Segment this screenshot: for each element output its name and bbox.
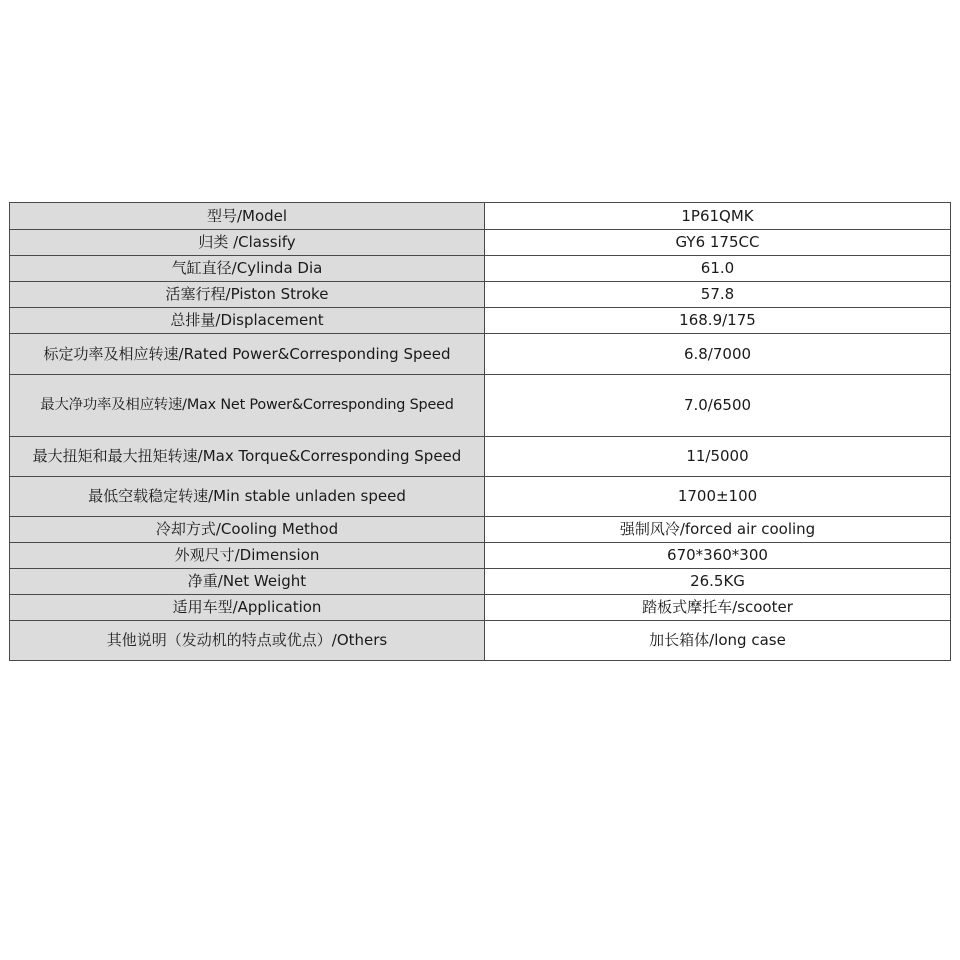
table-row — [10, 543, 951, 569]
row-label: 其他说明（发动机的特点或优点）/Others — [10, 621, 485, 661]
table-row — [10, 282, 951, 308]
table-row — [10, 569, 951, 595]
table-row — [10, 375, 951, 437]
row-label: 型号/Model — [10, 203, 485, 230]
row-value: 强制风冷/forced air cooling — [485, 517, 951, 543]
row-label: 最大净功率及相应转速/Max Net Power&Corresponding Speed — [10, 375, 485, 437]
row-value: 1P61QMK — [485, 203, 951, 230]
row-value: 11/5000 — [485, 437, 951, 477]
row-label: 气缸直径/Cylinda Dia — [10, 256, 485, 282]
row-value: 670*360*300 — [485, 543, 951, 569]
row-value: 6.8/7000 — [485, 334, 951, 375]
row-value: 7.0/6500 — [485, 375, 951, 437]
row-label: 总排量/Displacement — [10, 308, 485, 334]
row-label: 最大扭矩和最大扭矩转速/Max Torque&Corresponding Speed — [10, 437, 485, 477]
row-value: 61.0 — [485, 256, 951, 282]
row-value: 168.9/175 — [485, 308, 951, 334]
row-label: 适用车型/Application — [10, 595, 485, 621]
row-label: 净重/Net Weight — [10, 569, 485, 595]
row-value: 加长箱体/long case — [485, 621, 951, 661]
table-row — [10, 308, 951, 334]
row-value: 踏板式摩托车/scooter — [485, 595, 951, 621]
row-label: 冷却方式/Cooling Method — [10, 517, 485, 543]
table-row — [10, 256, 951, 282]
engine-spec-table — [9, 202, 951, 661]
table-row — [10, 595, 951, 621]
table-row — [10, 230, 951, 256]
row-label: 归类 /Classify — [10, 230, 485, 256]
row-value: 26.5KG — [485, 569, 951, 595]
row-label: 活塞行程/Piston Stroke — [10, 282, 485, 308]
table-row — [10, 334, 951, 375]
table-row — [10, 203, 951, 230]
table-row — [10, 621, 951, 661]
table-row — [10, 517, 951, 543]
row-label: 外观尺寸/Dimension — [10, 543, 485, 569]
row-label: 标定功率及相应转速/Rated Power&Corresponding Speed — [10, 334, 485, 375]
table-row — [10, 437, 951, 477]
row-value: 57.8 — [485, 282, 951, 308]
row-label: 最低空载稳定转速/Min stable unladen speed — [10, 477, 485, 517]
row-value: GY6 175CC — [485, 230, 951, 256]
row-value: 1700±100 — [485, 477, 951, 517]
table-row — [10, 477, 951, 517]
